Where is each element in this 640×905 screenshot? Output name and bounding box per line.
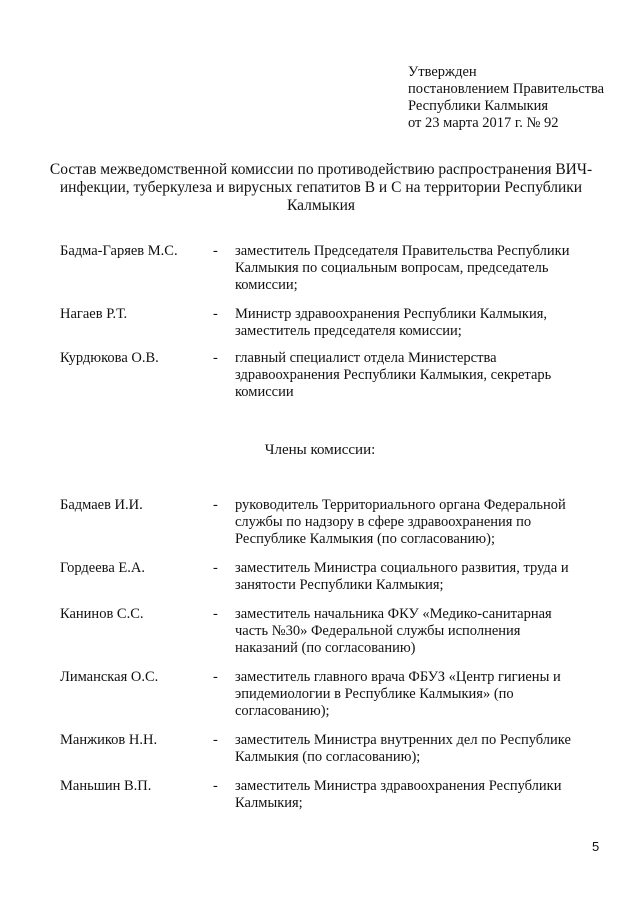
role-line: комиссии [235, 384, 294, 400]
role-line: заместитель начальника ФКУ «Медико-санитарная [235, 606, 552, 622]
dash-separator: - [213, 778, 218, 794]
dash-separator: - [213, 669, 218, 685]
role-line: комиссии; [235, 277, 298, 293]
member-role [235, 669, 590, 720]
member-role [235, 306, 590, 340]
member-name: Канинов С.С. [60, 606, 144, 622]
page-number: 5 [592, 839, 600, 854]
dash-separator: - [213, 243, 218, 259]
dash-separator: - [213, 350, 218, 366]
member-name: Нагаев Р.Т. [60, 306, 128, 322]
document-title: Состав межведомственной комиссии по противодействию распространения ВИЧ-инфекции, туберкулеза и вирусных гепатитов В и С на территории Республики Калмыкия [49, 161, 593, 214]
dash-separator: - [213, 560, 218, 576]
dash-separator: - [213, 497, 218, 513]
dash-separator: - [213, 306, 218, 322]
role-line: часть №30» Федеральной службы исполнения [235, 623, 521, 639]
role-line: эпидемиологии в Республике Калмыкия» (по [235, 686, 514, 702]
member-name: Маньшин В.П. [60, 778, 152, 794]
member-name: Бадма-Гаряев М.С. [60, 243, 178, 259]
role-line: согласованию); [235, 703, 330, 719]
member-name: Курдюкова О.В. [60, 350, 159, 366]
member-role [235, 606, 590, 657]
member-name: Лиманская О.С. [60, 669, 159, 685]
role-line: Калмыкия по социальным вопросам, председатель [235, 260, 549, 276]
member-role [235, 732, 590, 766]
member-name: Манжиков Н.Н. [60, 732, 158, 748]
role-line: занятости Республики Калмыкия; [235, 577, 444, 593]
member-name: Гордеева Е.А. [60, 560, 145, 576]
member-role [235, 778, 590, 812]
member-name: Бадмаев И.И. [60, 497, 143, 513]
member-role [235, 350, 590, 401]
member-role [235, 243, 590, 294]
role-line: руководитель Территориального органа Федеральной [235, 497, 566, 513]
role-line: заместитель Министра здравоохранения Республики [235, 778, 562, 794]
role-line: Калмыкия (по согласованию); [235, 749, 421, 765]
members-heading: Члены комиссии: [264, 442, 376, 458]
role-line: Республике Калмыкия (по согласованию); [235, 531, 495, 547]
role-line: заместитель Министра социального развития, труда и [235, 560, 569, 576]
role-line: главный специалист отдела Министерства [235, 350, 497, 366]
member-role [235, 560, 590, 594]
approval-line: постановлением Правительства [408, 81, 605, 97]
role-line: заместитель главного врача ФБУЗ «Центр гигиены и [235, 669, 561, 685]
role-line: заместитель Председателя Правительства Республики [235, 243, 570, 259]
dash-separator: - [213, 606, 218, 622]
approval-line: Республики Калмыкия [408, 98, 549, 114]
member-role [235, 497, 590, 548]
role-line: Калмыкия; [235, 795, 303, 811]
role-line: здравоохранения Республики Калмыкия, секретарь [235, 367, 552, 383]
dash-separator: - [213, 732, 218, 748]
role-line: заместитель председателя комиссии; [235, 323, 462, 339]
approval-line: Утвержден [408, 64, 477, 80]
role-line: Министр здравоохранения Республики Калмыкия, [235, 306, 548, 322]
approval-line: от 23 марта 2017 г. № 92 [408, 115, 559, 131]
role-line: заместитель Министра внутренних дел по Республике [235, 732, 571, 748]
role-line: наказаний (по согласованию) [235, 640, 416, 656]
role-line: службы по надзору в сфере здравоохранения по [235, 514, 532, 530]
approval-stamp [408, 64, 628, 132]
